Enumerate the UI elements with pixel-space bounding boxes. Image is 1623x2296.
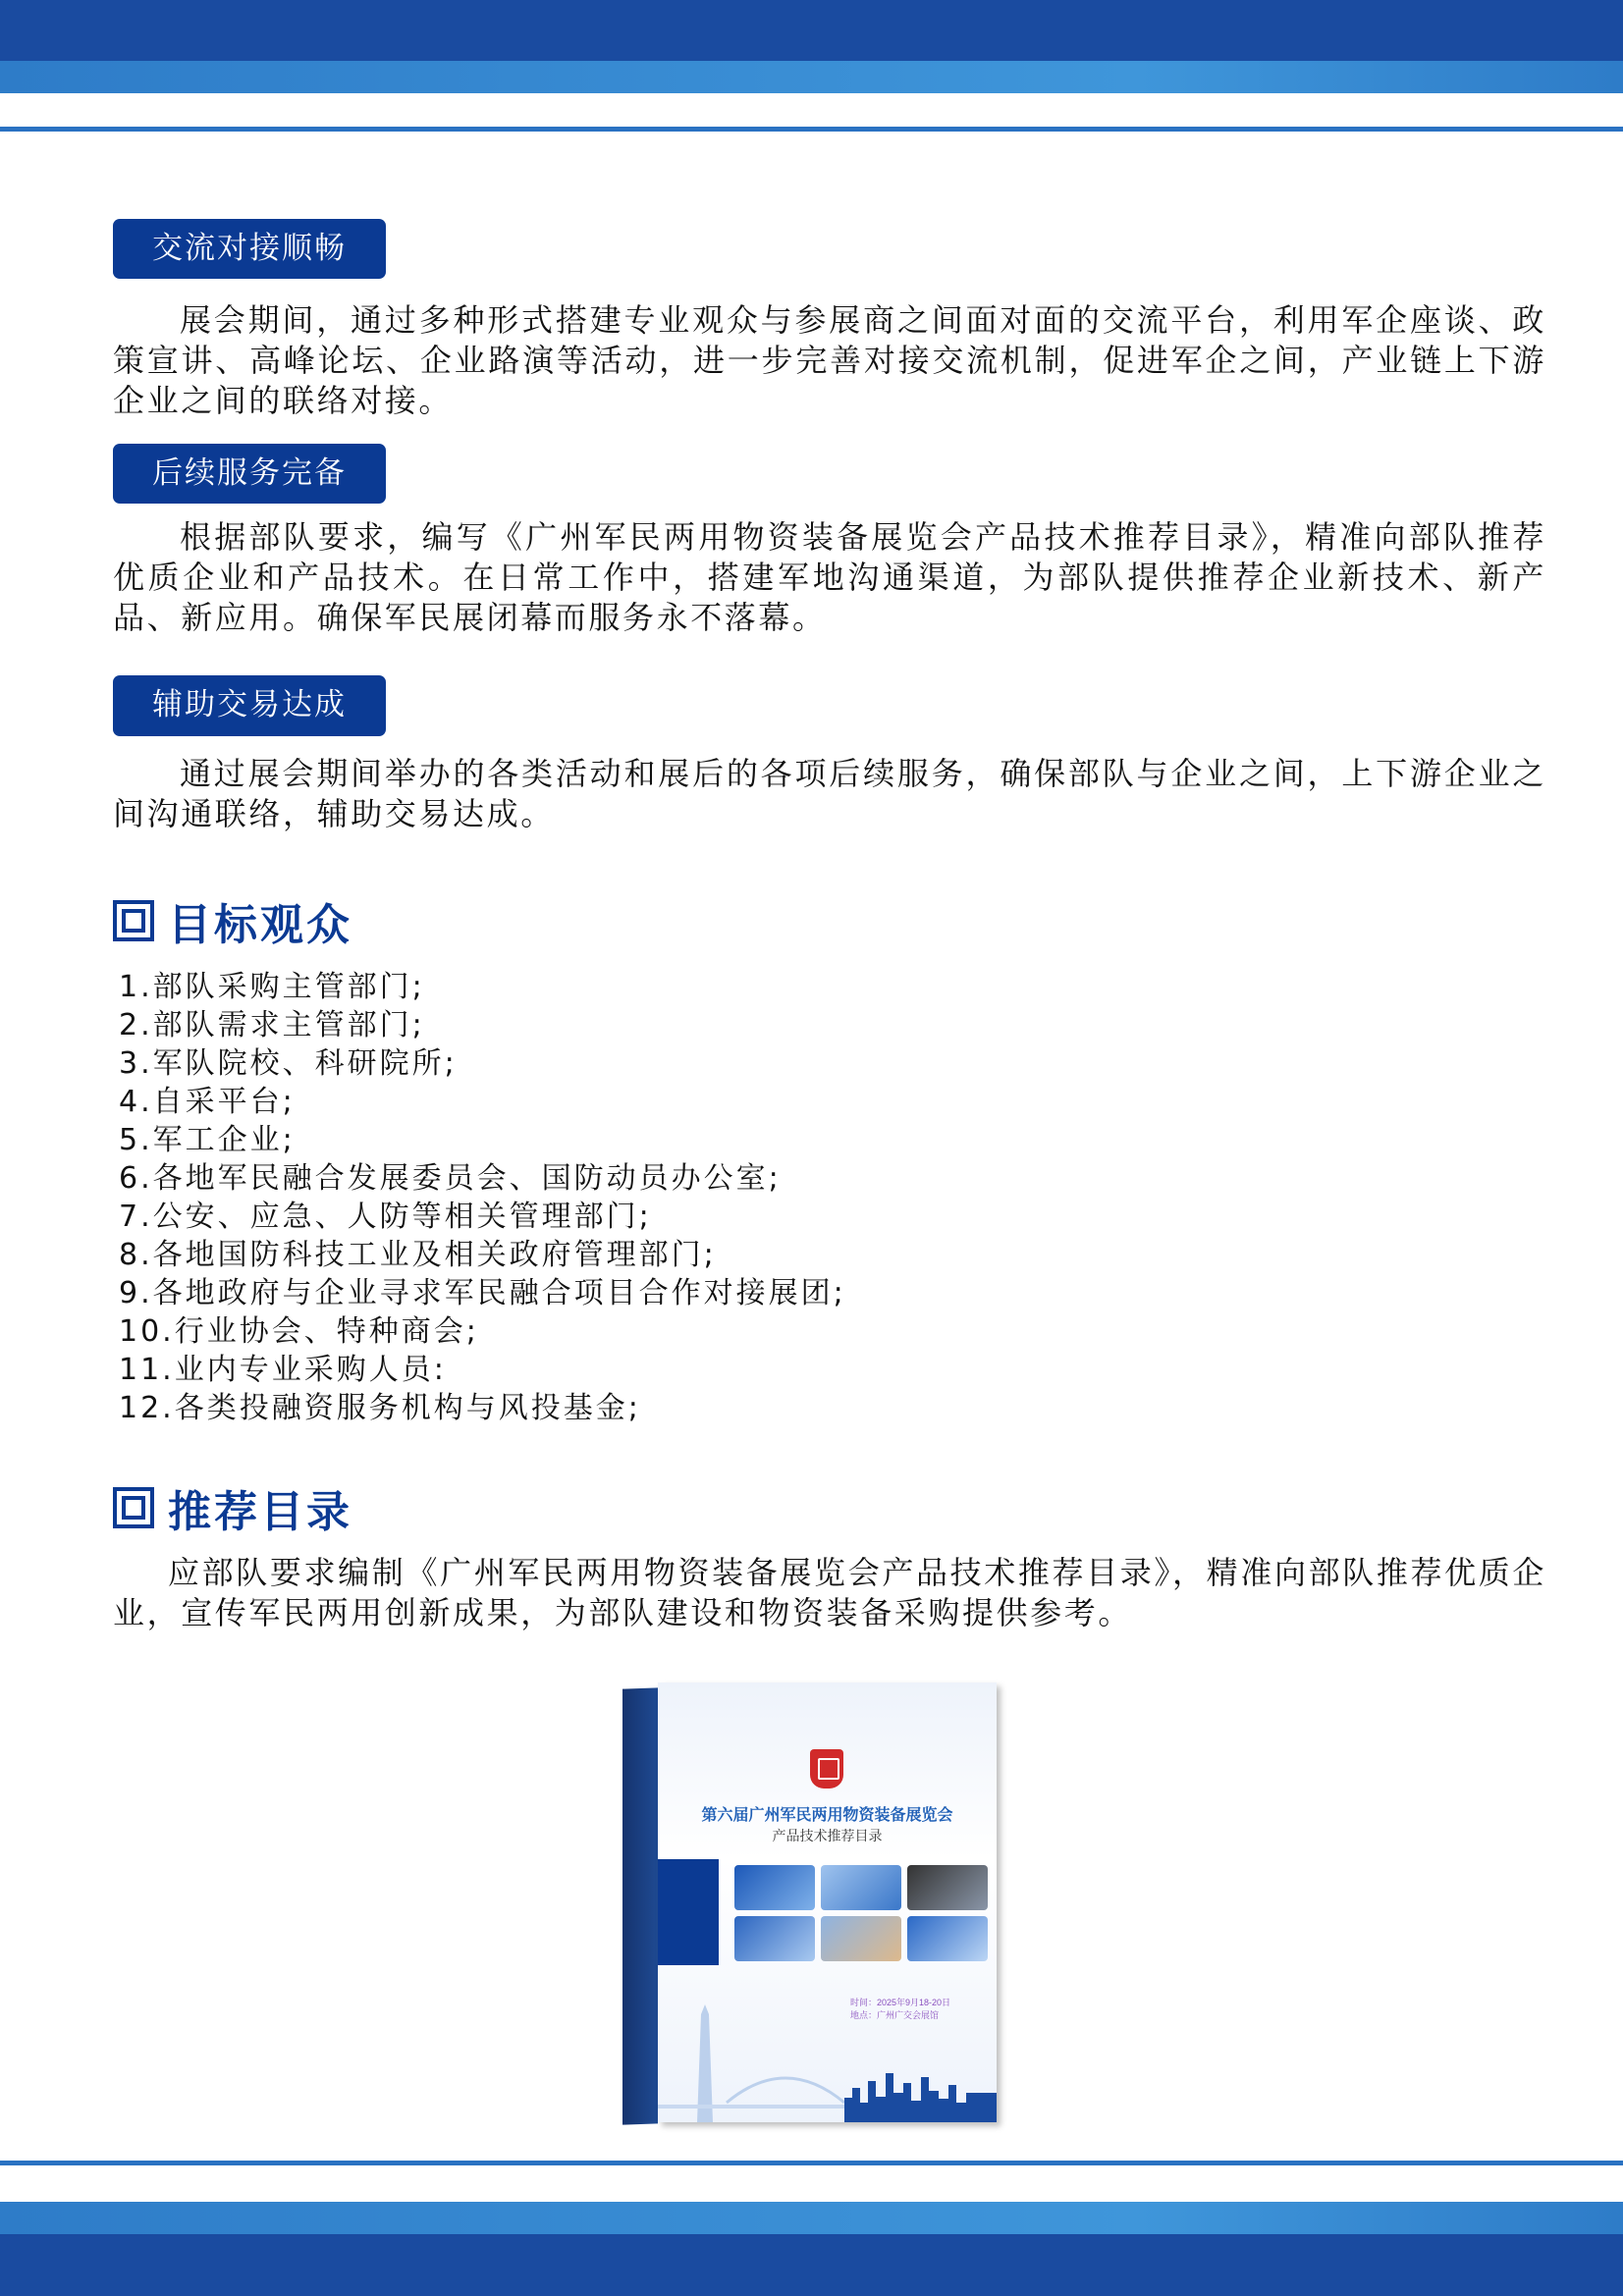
- list-item: 8.各地国防科技工业及相关政府管理部门;: [119, 1237, 717, 1272]
- cover-photo-grid: [734, 1865, 988, 1961]
- footer-rule: [0, 2161, 1623, 2165]
- list-item: 10.行业协会、特种商会;: [119, 1313, 479, 1349]
- list-item: 5.军工企业;: [119, 1122, 296, 1157]
- list-item: 7.公安、应急、人防等相关管理部门;: [119, 1199, 652, 1234]
- cover-photo: [907, 1916, 988, 1961]
- city-skyline-icon: [658, 1995, 997, 2122]
- header-rule: [0, 127, 1623, 132]
- book-subtitle: 产品技术推荐目录: [772, 1829, 883, 1844]
- list-item: 2.部队需求主管部门;: [119, 1007, 425, 1042]
- header-band-light: [0, 61, 1623, 93]
- audience-heading: [113, 889, 1546, 952]
- cover-photo: [907, 1865, 988, 1910]
- section-text-service: 根据部队要求，编写《广州军民两用物资装备展览会产品技术推荐目录》，精准向部队推荐优质企业和产品技术。在日常工作中，搭建军地沟通渠道，为部队提供推荐企业新技术、新产品、新应用。确保军民展闭幕而服务永不落幕。: [113, 518, 1546, 637]
- section-label-exchange: 交流对接顺畅: [113, 219, 386, 279]
- book-place: 地点：广州广交会展馆: [850, 2010, 940, 2020]
- footer-band-dark: [0, 2234, 1623, 2296]
- cover-photo: [734, 1865, 815, 1910]
- list-item: 6.各地军民融合发展委员会、国防动员办公室;: [119, 1160, 782, 1196]
- cover-photo: [821, 1865, 901, 1910]
- section-service: [113, 444, 1546, 638]
- box-bullet-icon: [113, 1487, 154, 1528]
- section-label-service: 后续服务完备: [113, 444, 386, 504]
- catalog-heading: [113, 1476, 1546, 1539]
- section-exchange: [113, 219, 1546, 421]
- list-item: 11.业内专业采购人员:: [119, 1352, 447, 1387]
- section-text-exchange: 展会期间，通过多种形式搭建专业观众与参展商之间面对面的交流平台，利用军企座谈、政策宣讲、高峰论坛、企业路演等活动，进一步完善对接交流机制，促进军企之间，产业链上下游企业之间的联络对接。: [113, 301, 1546, 420]
- cover-photo: [821, 1916, 901, 1961]
- book-title: 第六届广州军民两用物资装备展览会: [701, 1807, 953, 1824]
- page-content: [113, 219, 1546, 1633]
- list-item: 1.部队采购主管部门;: [119, 969, 425, 1004]
- book-cover: [658, 1682, 997, 2122]
- catalog-book-image: [619, 1681, 1011, 2132]
- cover-blue-block: [658, 1859, 719, 1965]
- list-item: 9.各地政府与企业寻求军民融合项目合作对接展团;: [119, 1275, 846, 1310]
- audience-list: [113, 968, 1546, 1427]
- cover-photo: [734, 1916, 815, 1961]
- audience-heading-text: 目标观众: [168, 899, 352, 950]
- section-text-deal: 通过展会期间举办的各类活动和展后的各项后续服务，确保部队与企业之间，上下游企业之间沟通联络，辅助交易达成。: [113, 754, 1546, 832]
- footer-band-light: [0, 2202, 1623, 2234]
- book-spine: [622, 1687, 658, 2124]
- list-item: 4.自采平台;: [119, 1084, 296, 1119]
- header-band-dark: [0, 0, 1623, 61]
- list-item: 3.军队院校、科研院所;: [119, 1045, 458, 1081]
- section-deal: [113, 675, 1546, 833]
- expo-logo-icon: [810, 1749, 843, 1789]
- section-label-deal: 辅助交易达成: [113, 675, 386, 735]
- box-bullet-icon: [113, 900, 154, 941]
- book-time: 时间：2025年9月18-20日: [850, 1998, 951, 2007]
- catalog-section: [113, 1476, 1546, 1633]
- catalog-text: 应部队要求编制《广州军民两用物资装备展览会产品技术推荐目录》，精准向部队推荐优质企业，宣传军民两用创新成果，为部队建设和物资装备采购提供参考。: [113, 1553, 1546, 1631]
- list-item: 12.各类投融资服务机构与风投基金;: [119, 1390, 641, 1425]
- catalog-heading-text: 推荐目录: [168, 1486, 352, 1537]
- audience-section: [113, 889, 1546, 1427]
